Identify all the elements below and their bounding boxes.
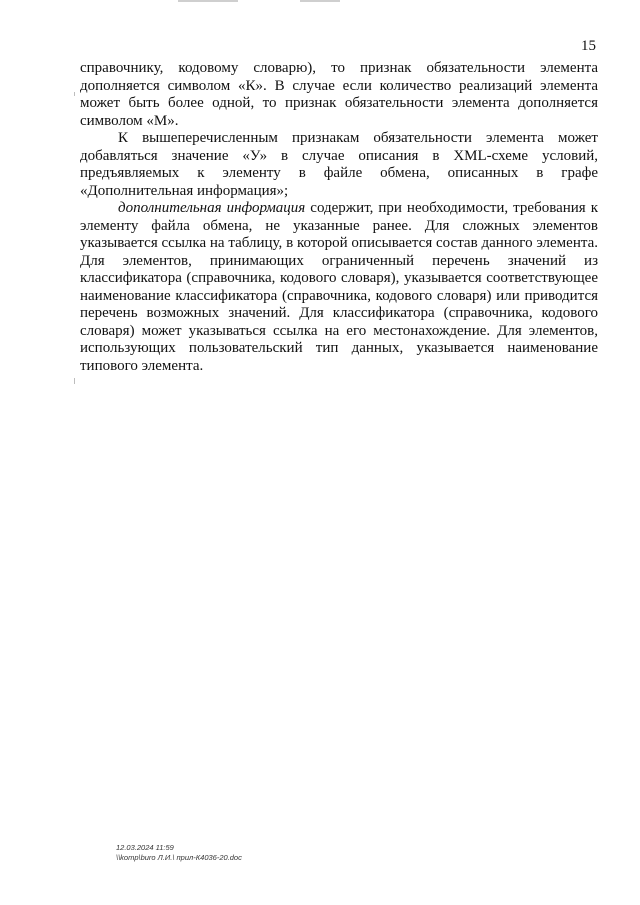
italic-term: дополнительная информация — [118, 200, 306, 216]
file-path: \\komp\buro Л.И.\ прил-К4036-20.doc — [116, 853, 242, 862]
document-body — [80, 60, 598, 375]
paragraph-continuation: справочнику, кодовому словарю), то признак обязательности элемента дополняется символом «К». В случае если количество реализаций элемента может быть более одной, то признак обязательности элемента дополняется символом «М». — [80, 60, 598, 129]
paragraph-additional-info — [80, 200, 598, 375]
scan-edge-mark — [300, 0, 340, 2]
paragraph-additional-value: К вышеперечисленным признакам обязательности элемента может добавляться значение «У» в случае описания в XML-схеме условий, предъявляемых к элементу в файле обмена, описанных в графе «Дополнительная информация»; — [80, 130, 598, 199]
paragraph-text: содержит, при необходимости, требования к элементу файла обмена, не указанные ранее. Для сложных элементов указывается ссылка на таблицу, в которой описывается состав данного элемента. Для элементов, принимающих ограниченный перечень значений из классификатора (справочника, кодового словаря), указывается соответствующее наименование классификатора (справочника, кодового словаря) или приводится перечень возможных значений. Для классификатора (справочника, кодового словаря) может указываться ссылка на его местонахождение. Для элементов, использующих пользовательский тип данных, указывается наименование типового элемента. — [80, 200, 598, 374]
scan-edge-mark — [178, 0, 238, 2]
print-footer — [116, 843, 242, 863]
margin-mark — [74, 92, 75, 96]
print-timestamp: 12.03.2024 11:59 — [116, 843, 174, 852]
page-number: 15 — [581, 38, 596, 54]
margin-mark — [74, 378, 75, 384]
